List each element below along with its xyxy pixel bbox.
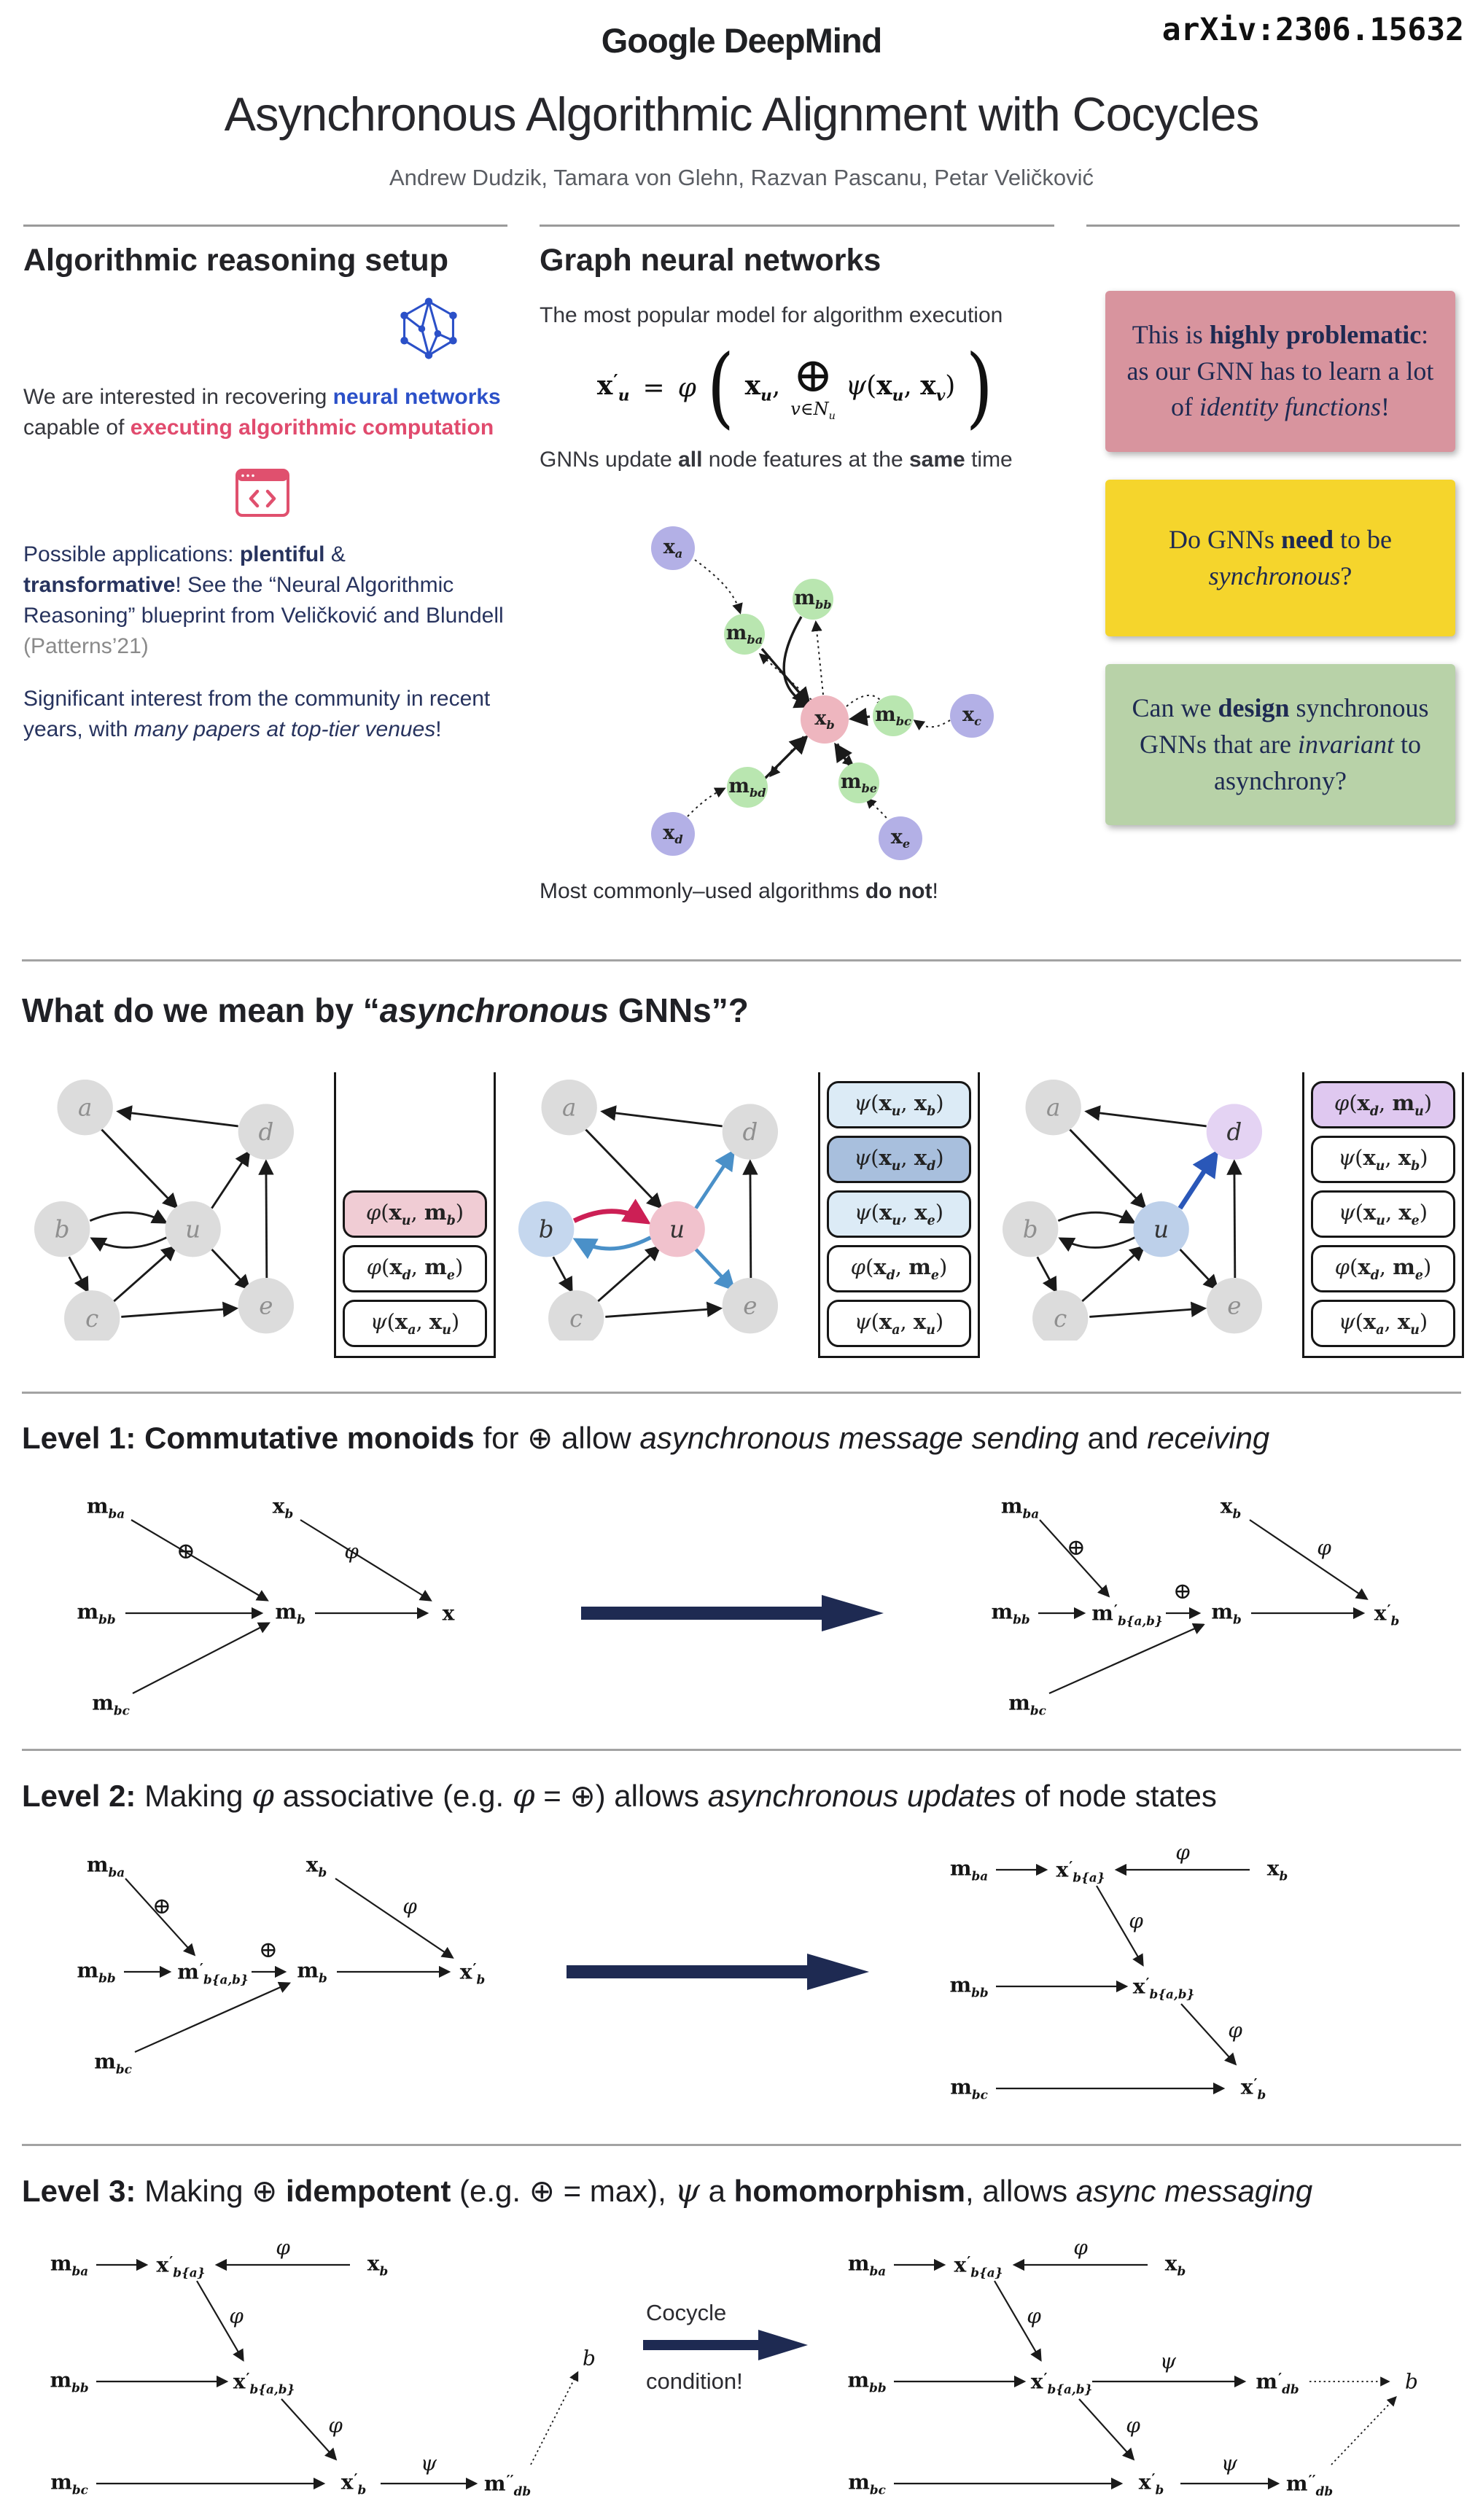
level3-heading: Level 3: Making ⊕ idempotent (e.g. ⊕ = max), ψ a homomorphism, allows async messaging [22, 2172, 1313, 2209]
math-label: $m_{bc}$ [50, 2470, 88, 2497]
queue-message: $\psi(x_a$, $x_u$) [343, 1300, 487, 1347]
formula-phi: φ [677, 372, 696, 403]
math-label: $m'_{b\{a,b\}}$ [1091, 1601, 1163, 1628]
math-label: $x'_{b\{a\}}$ [954, 2252, 1003, 2280]
g3-label-b: b [1022, 1215, 1038, 1244]
math-label: φ [1317, 1535, 1331, 1560]
formula-open-paren: ( [707, 337, 734, 438]
col2-subtitle: The most popular model for algorithm execution [540, 303, 1003, 327]
queue-message: $\varphi(x_d$, $m_e$) [1311, 1245, 1455, 1292]
graph-updating [987, 1062, 1293, 1341]
math-label: ⊕ [152, 1893, 171, 1919]
node-label-mbd: $m_{bd}$ [728, 774, 766, 800]
math-label: $x_b$ [305, 1852, 327, 1880]
code-window-icon [235, 468, 290, 518]
g1-label-a: a [78, 1093, 93, 1122]
queue-message: $\varphi(x_d$, $m_u$) [1311, 1081, 1455, 1128]
math-label: φ [344, 1539, 359, 1564]
formula-equals: = [642, 372, 665, 403]
level1-row [0, 1489, 1483, 1718]
math-label: $x_b$ [1220, 1494, 1242, 1521]
math-label: ⊕ [1173, 1578, 1192, 1604]
math-label: $x'_b$ [459, 1959, 486, 1987]
math-label: ⊕ [1067, 1534, 1086, 1561]
note-invariant: Can we design synchronous GNNs that are invariant to asynchrony? [1105, 664, 1455, 825]
col1-interest: Significant interest from the community in recent years, with many papers at top-tier venues! [23, 687, 491, 741]
math-label: $x_b$ [1266, 1856, 1288, 1884]
arxiv-id: arXiv:2306.15632 [1161, 12, 1464, 48]
formula-aggregation [790, 347, 836, 422]
node-label-xd: $x_d$ [663, 821, 683, 847]
divider-3 [22, 1749, 1461, 1751]
math-label: φ [1027, 2304, 1041, 2328]
math-label: $m''_{db}$ [1285, 2471, 1334, 2499]
math-label: $m_{ba}$ [86, 1852, 125, 1880]
node-label-mba: $m_{ba}$ [725, 621, 763, 647]
g1-label-c: c [85, 1304, 99, 1333]
math-label: $x'_b$ [1240, 2075, 1266, 2102]
math-label: $m_b$ [1211, 1599, 1242, 1627]
queue-message: $\psi(x_a$, $x_u$) [827, 1300, 971, 1347]
g2-label-d: d [742, 1118, 758, 1146]
level2-right-diagram [922, 1840, 1432, 2110]
node-label-xc: $x_c$ [962, 703, 981, 729]
g1-label-u: u [185, 1215, 201, 1244]
async-graphs-row [0, 1062, 1483, 1358]
level2-row [0, 1840, 1483, 2110]
math-label: ⊕ [259, 1937, 278, 1963]
math-label: $x'_b$ [340, 2470, 367, 2497]
formula-arg1: $x_u$, [744, 370, 781, 405]
network-icon [394, 297, 464, 360]
poster-title: Asynchronous Algorithmic Alignment with Cocycles [224, 87, 1259, 141]
math-label: b [583, 2346, 596, 2371]
math-label: $x'_{b\{a,b\}}$ [1132, 1974, 1195, 2002]
graph-sync [19, 1062, 325, 1341]
g2-label-u: u [669, 1215, 685, 1244]
math-label: $m'_{b\{a,b\}}$ [177, 1959, 249, 1987]
math-label: ⊕ [176, 1538, 195, 1564]
g2-label-a: a [562, 1093, 577, 1122]
math-label: φ [328, 2413, 343, 2438]
column-questions [1086, 225, 1460, 853]
message-queue-3 [1302, 1072, 1464, 1358]
math-label: $m_{bc}$ [94, 2049, 132, 2077]
column-gnn [540, 225, 1054, 926]
math-label: $m_{bc}$ [92, 1690, 130, 1718]
async-unit-2 [503, 1062, 980, 1358]
divider-4 [22, 2144, 1461, 2146]
message-passing-diagram [556, 497, 1038, 876]
math-label: $m_b$ [297, 1958, 327, 1986]
message-queue-1 [334, 1072, 496, 1358]
g2-label-e: e [743, 1292, 758, 1320]
math-label: φ [1175, 1840, 1190, 1865]
math-label: $x'_{b\{a\}}$ [156, 2252, 206, 2280]
math-label: $m''_{db}$ [483, 2471, 532, 2499]
async-unit-3 [987, 1062, 1464, 1358]
math-label: $m_{bb}$ [847, 2368, 887, 2395]
math-label: $m_{ba}$ [50, 2251, 89, 2279]
col2-update-text: GNNs update all node features at the same time [540, 448, 1013, 472]
queue-message: $\psi(x_a$, $x_u$) [1311, 1300, 1455, 1347]
g3-label-a: a [1046, 1093, 1061, 1122]
graph-sending [503, 1062, 809, 1341]
math-label: $m_{ba}$ [847, 2251, 887, 2279]
math-label: $x'_{b\{a,b\}}$ [1030, 2369, 1093, 2397]
math-label: φ [1126, 2413, 1140, 2438]
level1-left-diagram [51, 1489, 503, 1718]
math-label: ψ [1160, 2349, 1176, 2373]
formula-arg2: $\psi(x_u$, $x_v$) [845, 370, 956, 405]
math-label: $m_{bc}$ [950, 2075, 988, 2102]
divider-1 [22, 959, 1461, 961]
level3-left-arrows [22, 2243, 634, 2520]
formula-lhs: $x'_u$ [596, 370, 630, 405]
math-label: $m_b$ [275, 1599, 305, 1627]
g2-label-c: c [569, 1304, 583, 1333]
google-deepmind-logo: Google DeepMind [601, 21, 882, 60]
math-label: $x'_{b\{a,b\}}$ [233, 2369, 295, 2397]
g1-label-e: e [259, 1292, 273, 1320]
formula-close-paren: ) [966, 337, 994, 438]
math-label: $m_{ba}$ [86, 1494, 125, 1521]
queue-message: $\varphi(x_d$, $m_e$) [343, 1245, 487, 1292]
math-label: φ [1073, 2235, 1088, 2260]
math-label: $m_{bb}$ [991, 1599, 1030, 1627]
col1-heading: Algorithmic reasoning setup [23, 243, 448, 278]
oplus-index: $v\in N_u$ [790, 398, 836, 422]
cocycle-line1: Cocycle [646, 2300, 727, 2325]
queue-message: $\psi(x_u$, $x_d$) [827, 1136, 971, 1183]
authors-line: Andrew Dudzik, Tamara von Glehn, Razvan Pascanu, Petar Veličković [389, 165, 1094, 190]
cocycle-callout [643, 2300, 811, 2395]
col1-intro: We are interested in recovering neural networks capable of executing algorithmic computation [23, 385, 501, 440]
col1-applications: Possible applications: plentiful & transformative! See the “Neural Algorithmic Reasoning” blueprint from Veličković and Blundell (Patterns’21) [23, 542, 504, 658]
queue-message: $\varphi(x_u$, $m_b$) [343, 1190, 487, 1238]
queue-message: $\psi(x_u$, $x_b$) [1311, 1136, 1455, 1183]
async-unit-1 [19, 1062, 496, 1358]
cocycle-arrow [643, 2326, 811, 2364]
node-label-mbb: $m_{bb}$ [794, 586, 832, 612]
queue-message: $\psi(x_u$, $x_b$) [827, 1081, 971, 1128]
node-label-mbe: $m_{be}$ [840, 770, 878, 796]
level3-left-diagram [22, 2235, 634, 2520]
oplus-operator: ⊕ [793, 347, 833, 404]
level3-right-diagram [820, 2235, 1461, 2520]
math-label: $m_{bb}$ [77, 1958, 116, 1986]
top-columns [0, 225, 1483, 926]
math-label: $m_{bb}$ [50, 2368, 89, 2395]
math-label: φ [1228, 2018, 1242, 2043]
math-label: φ [229, 2304, 244, 2328]
cocycle-line2: condition! [646, 2368, 743, 2394]
implies-arrow [567, 1948, 873, 1995]
math-label: ψ [1221, 2451, 1237, 2476]
level2-left-diagram [51, 1848, 518, 2096]
column-algorithmic-reasoning [23, 225, 507, 767]
math-label: $m_{bc}$ [848, 2470, 886, 2497]
col2-heading: Graph neural networks [540, 243, 881, 278]
g2-label-b: b [538, 1215, 554, 1244]
level1-right-diagram [965, 1489, 1432, 1718]
math-label: $x'_b$ [1138, 2470, 1164, 2497]
g1-label-b: b [54, 1215, 70, 1244]
note-need-synchronous: Do GNNs need to be synchronous? [1105, 480, 1455, 636]
g3-label-u: u [1153, 1215, 1169, 1244]
math-label: b [1405, 2369, 1418, 2394]
node-label-xa: $x_a$ [663, 535, 683, 561]
math-label: x [442, 1601, 455, 1626]
math-label: φ [1129, 1908, 1143, 1933]
math-label: ψ [421, 2451, 437, 2476]
math-label: $m_{ba}$ [949, 1856, 989, 1884]
node-label-mbc: $m_{bc}$ [875, 703, 911, 729]
queue-message: $\psi(x_u$, $x_e$) [1311, 1190, 1455, 1238]
level2-heading: Level 2: Making φ associative (e.g. φ = ⊕) allows asynchronous updates of node states [22, 1777, 1217, 1814]
math-label: $x_b$ [1164, 2251, 1186, 2279]
level1-right-arrows [965, 1489, 1432, 1715]
queue-message: $\psi(x_u$, $x_e$) [827, 1190, 971, 1238]
math-label: $x'_{b\{a\}}$ [1056, 1857, 1105, 1885]
math-label: $m_{ba}$ [1000, 1494, 1040, 1521]
message-queue-2 [818, 1072, 980, 1358]
gnn-update-formula [540, 337, 1054, 438]
math-label: $x_b$ [272, 1494, 294, 1521]
level1-heading: Level 1: Commutative monoids for ⊕ allow asynchronous message sending and receiving [22, 1421, 1270, 1455]
message-passing-svg [556, 497, 1038, 876]
math-label: φ [276, 2235, 290, 2260]
queue-message: $\varphi(x_d$, $m_e$) [827, 1245, 971, 1292]
math-label: $m_{bb}$ [949, 1973, 989, 2000]
node-label-xb: $x_b$ [814, 706, 835, 733]
async-section-heading: What do we mean by “asynchronous GNNs”? [22, 991, 749, 1029]
level3-row [0, 2235, 1483, 2520]
note-problematic: This is highly problematic: as our GNN has to learn a lot of identity functions! [1105, 291, 1455, 452]
g3-label-e: e [1227, 1292, 1242, 1320]
implies-arrow [581, 1590, 887, 1637]
node-label-xe: $x_e$ [890, 825, 911, 851]
divider-2 [22, 1392, 1461, 1394]
math-label: $x_b$ [367, 2251, 389, 2279]
math-label: $m_{bb}$ [77, 1599, 116, 1627]
g1-label-d: d [258, 1118, 274, 1146]
g3-label-d: d [1226, 1118, 1242, 1146]
math-label: $m_{bc}$ [1008, 1690, 1046, 1718]
col2-caption: Most commonly–used algorithms do not! [540, 879, 938, 903]
math-label: φ [402, 1894, 417, 1919]
math-label: $m'_{db}$ [1256, 2369, 1299, 2397]
g3-label-c: c [1054, 1304, 1067, 1333]
math-label: $x'_b$ [1374, 1601, 1400, 1628]
